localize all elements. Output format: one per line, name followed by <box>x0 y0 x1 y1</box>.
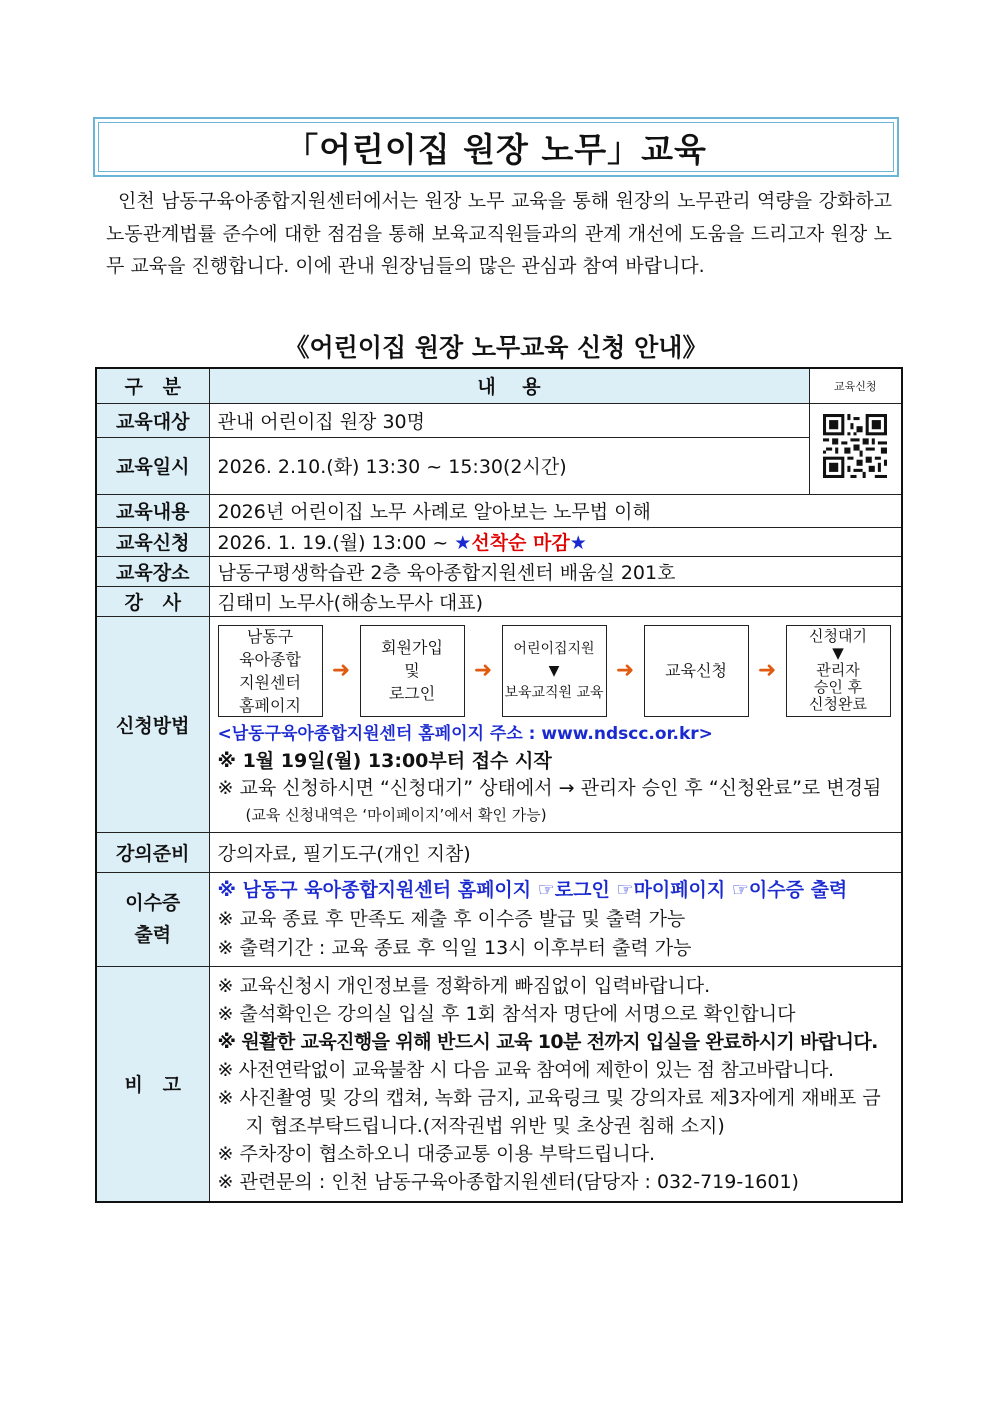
header-content: 내 용 <box>209 368 809 403</box>
table-row <box>96 527 902 556</box>
row-value-place: 남동구평생학습관 2층 육아종합지원센터 배움실 201호 <box>209 556 902 586</box>
arrow-right-icon: ➜ <box>473 658 493 683</box>
row-value-notes <box>209 966 902 1202</box>
qr-label: 교육신청 <box>809 368 902 403</box>
note-item: ※ 사진촬영 및 강의 캡쳐, 녹화 금지, 교육링크 및 강의자료 제3자에게 재배포 금지 협조부탁드립니다.(저작권법 위반 및 초상권 침해 소지) <box>217 1086 881 1137</box>
table-row <box>96 966 902 1202</box>
table-row <box>96 832 902 872</box>
row-value-method <box>209 616 902 832</box>
flow-step-support: 어린이집지원 ▼ 보육교직원 교육 <box>502 625 607 717</box>
row-label-cert: 이수증 출력 <box>96 872 209 966</box>
flow-step-homepage: 남동구 육아종합 지원센터 홈페이지 <box>218 625 323 717</box>
title-box <box>93 117 899 177</box>
row-label-apply: 교육신청 <box>96 527 209 556</box>
row-label-content: 교육내용 <box>96 494 209 527</box>
note-item: ※ 교육신청시 개인정보를 정확하게 빠짐없이 입력바랍니다. <box>217 974 711 997</box>
table-header-row <box>96 368 902 403</box>
arrow-right-icon: ➜ <box>757 658 777 683</box>
flow-step-approval: 신청대기 ▼ 관리자 승인 후 신청완료 <box>786 625 891 717</box>
cert-issue-note: ※ 교육 종료 후 만족도 제출 후 이수증 발급 및 출력 가능 <box>217 907 686 930</box>
flow-step-login: 회원가입 및 로그인 <box>360 625 465 717</box>
star-icon: ★ <box>569 532 587 554</box>
first-come-deadline: 선착순 마감 <box>471 532 570 554</box>
arrow-right-icon: ➜ <box>615 658 635 683</box>
mypage-notice: (교육 신청내역은 ‘마이페이지’에서 확인 가능) <box>245 805 547 824</box>
row-label-method: 신청방법 <box>96 616 209 832</box>
cert-print-path: ※ 남동구 육아종합지원센터 홈페이지 ☞로그인 ☞마이페이지 ☞이수증 출력 <box>217 878 848 901</box>
flow-step-apply: 교육신청 <box>644 625 749 717</box>
row-value-apply <box>209 527 902 556</box>
intro-paragraph: 인천 남동구육아종합지원센터에서는 원장 노무 교육을 통해 원장의 노무관리 역량을 강화하고 노동관계법률 준수에 대한 점검을 통해 보육교직원들과의 관계 개선에 도움을 드리고자 원장 노무 교육을 진행합니다. 이에 관내 원장님들의 많은 관심과 참여 바랍니다. <box>106 190 892 277</box>
row-label-datetime: 교육일시 <box>96 437 209 494</box>
info-table <box>95 367 903 1203</box>
star-icon: ★ <box>454 532 472 554</box>
row-label-lecturer: 강 사 <box>96 586 209 616</box>
row-value-content: 2026년 어린이집 노무 사례로 알아보는 노무법 이해 <box>209 494 902 527</box>
arrow-right-icon: ➜ <box>331 658 351 683</box>
row-value-cert <box>209 872 902 966</box>
table-row <box>96 437 902 494</box>
status-notice: ※ 교육 신청하시면 “신청대기” 상태에서 → 관리자 승인 후 “신청완료”로 변경됨(교육 신청내역은 ‘마이페이지’에서 확인 가능) <box>217 776 882 824</box>
application-flow <box>218 625 894 717</box>
note-item: ※ 주차장이 협소하오니 대중교통 이용 부탁드립니다. <box>217 1142 656 1165</box>
homepage-address: <남동구육아종합지원센터 홈페이지 주소 : www.ndscc.or.kr> <box>217 723 713 744</box>
table-row <box>96 556 902 586</box>
row-label-prep: 강의준비 <box>96 832 209 872</box>
qr-code-cell <box>809 403 902 494</box>
row-label-place: 교육장소 <box>96 556 209 586</box>
table-row <box>96 872 902 966</box>
reception-notice: ※ 1월 19일(월) 13:00부터 접수 시작 <box>217 749 552 772</box>
row-label-notes: 비 고 <box>96 966 209 1202</box>
row-value-lecturer: 김태미 노무사(해송노무사 대표) <box>209 586 902 616</box>
note-item: ※ 사전연락없이 교육불참 시 다음 교육 참여에 제한이 있는 점 참고바랍니다. <box>217 1058 834 1081</box>
qr-code-icon[interactable] <box>823 414 887 478</box>
table-row <box>96 586 902 616</box>
apply-date: 2026. 1. 19.(월) 13:00 ~ <box>217 532 455 554</box>
row-value-target: 관내 어린이집 원장 30명 <box>209 403 809 437</box>
page-title: 「어린이집 원장 노무」교육 <box>98 122 894 172</box>
table-row <box>96 616 902 832</box>
cert-period-note: ※ 출력기간 : 교육 종료 후 익일 13시 이후부터 출력 가능 <box>217 936 692 959</box>
table-row <box>96 403 902 437</box>
row-label-target: 교육대상 <box>96 403 209 437</box>
note-item: ※ 원활한 교육진행을 위해 반드시 교육 10분 전까지 입실을 완료하시기 바랍니다. <box>217 1030 878 1053</box>
section-title: 《어린이집 원장 노무교육 신청 안내》 <box>284 333 708 362</box>
row-value-datetime: 2026. 2.10.(화) 13:30 ~ 15:30(2시간) <box>209 437 809 494</box>
row-value-prep: 강의자료, 필기도구(개인 지참) <box>209 832 902 872</box>
table-row <box>96 494 902 527</box>
note-item: ※ 출석확인은 강의실 입실 후 1회 참석자 명단에 서명으로 확인합니다 <box>217 1002 796 1025</box>
note-item: ※ 관련문의 : 인천 남동구육아종합지원센터(담당자 : 032-719-1601) <box>217 1170 799 1193</box>
header-label: 구 분 <box>96 368 209 403</box>
